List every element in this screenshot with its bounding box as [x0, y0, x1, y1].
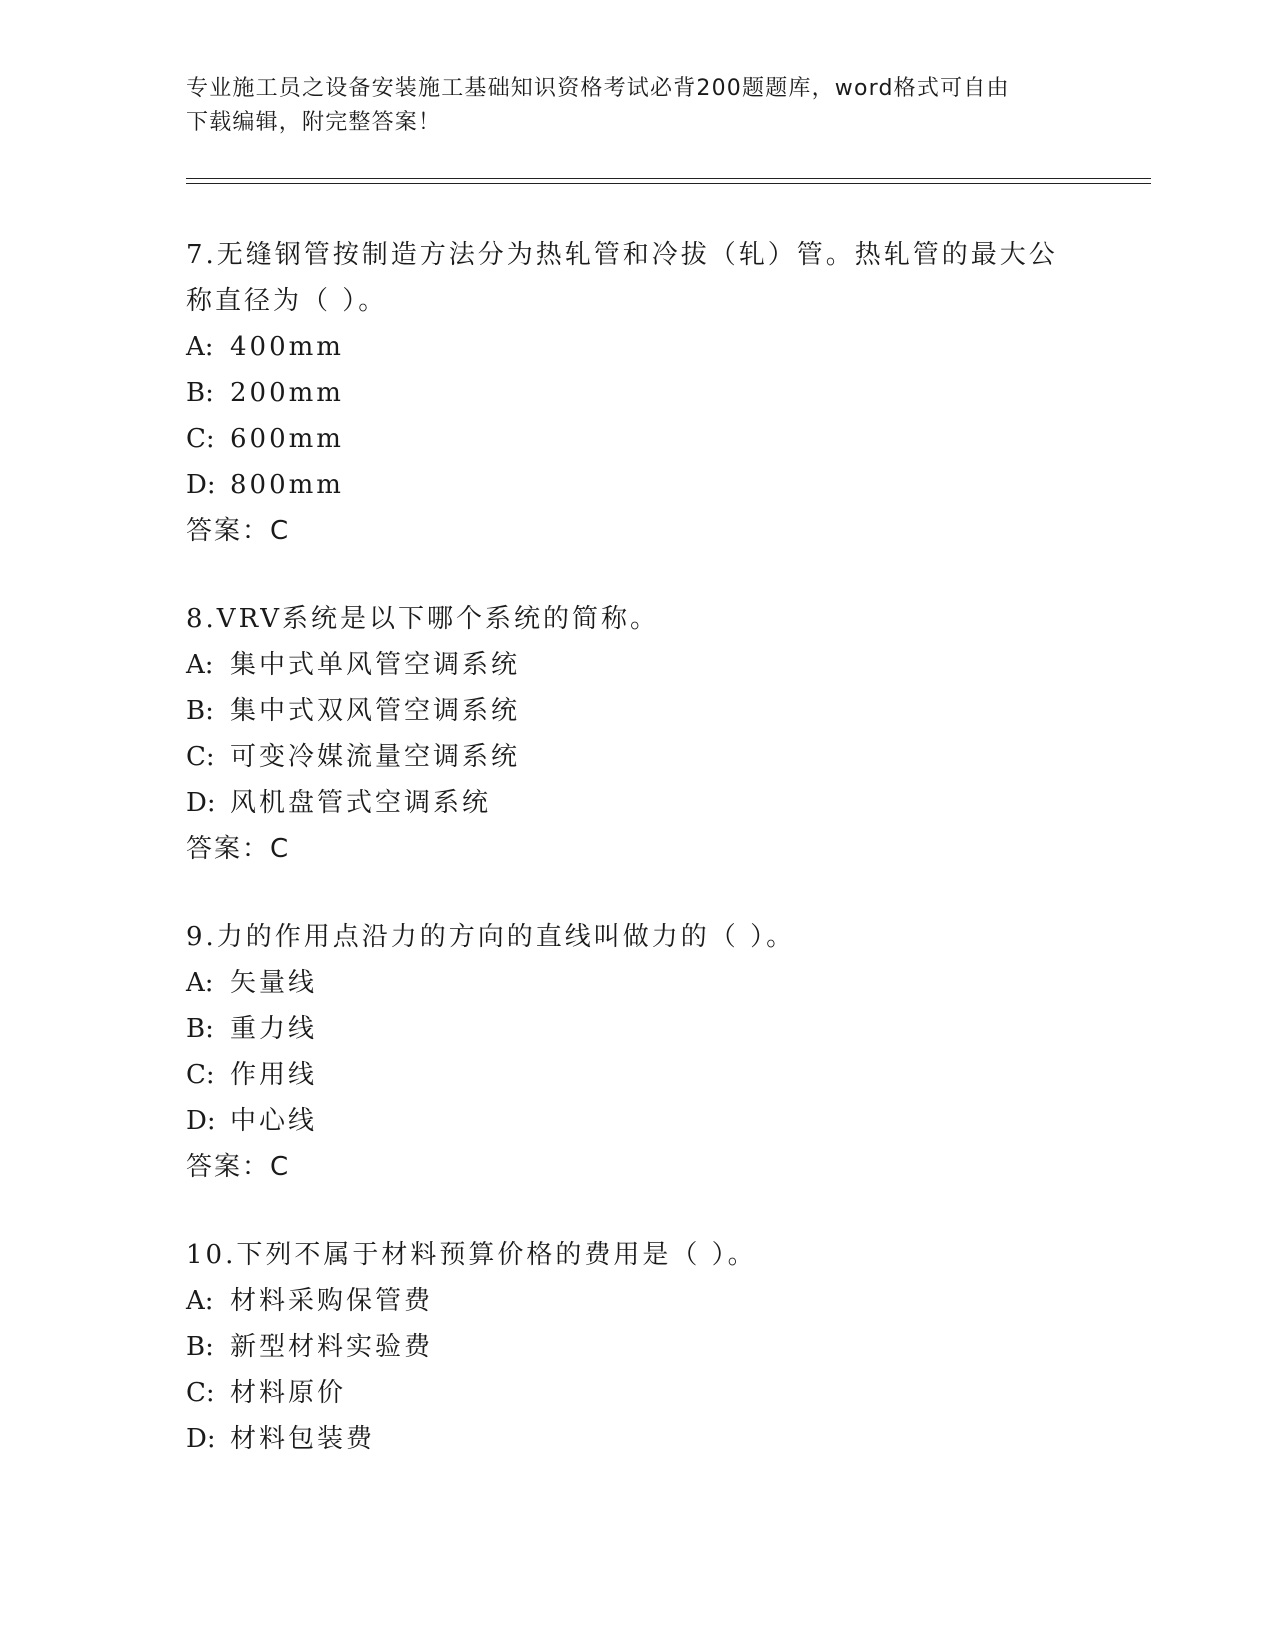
option-letter: A: [186, 650, 214, 680]
answer-line: 答案：C [186, 834, 291, 864]
option-text: 材料原价 [230, 1378, 347, 1408]
option-d [186, 780, 1066, 826]
option-letter: D: [186, 1106, 216, 1136]
question-stem-line-2: 称直径为（ ）。 [186, 286, 388, 316]
option-letter: D: [186, 1424, 216, 1454]
option-text: 风机盘管式空调系统 [230, 788, 492, 818]
question-9 [186, 914, 1066, 1190]
option-c [186, 1052, 1066, 1098]
option-d [186, 1098, 1066, 1144]
option-letter: B: [186, 1332, 214, 1362]
question-7 [186, 232, 1066, 554]
option-b [186, 370, 1066, 416]
option-text: 材料包装费 [230, 1424, 376, 1454]
option-c [186, 1370, 1066, 1416]
option-letter: C: [186, 424, 215, 454]
header-line-1: 专业施工员之设备安装施工基础知识资格考试必背200题题库，word格式可自由 [186, 76, 1010, 101]
option-a [186, 960, 1066, 1006]
header-divider-top [186, 178, 1151, 179]
option-letter: A: [186, 1286, 214, 1316]
option-text: 重力线 [230, 1014, 318, 1044]
question-stem-line-1: 9.力的作用点沿力的方向的直线叫做力的（ ）。 [186, 922, 796, 952]
option-text: 作用线 [230, 1060, 318, 1090]
option-text: 集中式单风管空调系统 [230, 650, 521, 680]
option-letter: A: [186, 332, 214, 362]
question-stem-line-1: 7.无缝钢管按制造方法分为热轧管和冷拔（轧）管。热轧管的最大公 [186, 240, 1058, 270]
option-text: 400mm [230, 332, 344, 362]
question-stem-line-1: 10.下列不属于材料预算价格的费用是（ ）。 [186, 1240, 757, 1270]
option-text: 200mm [230, 378, 344, 408]
option-text: 可变冷媒流量空调系统 [230, 742, 521, 772]
option-text: 新型材料实验费 [230, 1332, 434, 1362]
answer-line: 答案：C [186, 1152, 291, 1182]
option-letter: B: [186, 378, 214, 408]
option-text: 矢量线 [230, 968, 318, 998]
option-text: 中心线 [230, 1106, 318, 1136]
question-10 [186, 1232, 1066, 1462]
option-letter: D: [186, 470, 216, 500]
option-a [186, 642, 1066, 688]
option-letter: B: [186, 696, 214, 726]
option-d [186, 462, 1066, 508]
option-d [186, 1416, 1066, 1462]
header-divider-bottom [186, 183, 1151, 184]
option-text: 集中式双风管空调系统 [230, 696, 521, 726]
option-text: 600mm [230, 424, 344, 454]
option-letter: C: [186, 742, 215, 772]
question-stem-line-1: 8.VRV系统是以下哪个系统的简称。 [186, 604, 660, 634]
option-b [186, 688, 1066, 734]
option-a [186, 1278, 1066, 1324]
option-letter: C: [186, 1378, 215, 1408]
option-b [186, 1324, 1066, 1370]
option-text: 材料采购保管费 [230, 1286, 434, 1316]
header-line-2: 下载编辑，附完整答案！ [186, 110, 442, 135]
option-letter: B: [186, 1014, 214, 1044]
option-c [186, 416, 1066, 462]
document-header [186, 72, 1066, 140]
option-letter: A: [186, 968, 214, 998]
option-a [186, 324, 1066, 370]
question-8 [186, 596, 1066, 872]
answer-line: 答案：C [186, 516, 291, 546]
option-letter: C: [186, 1060, 215, 1090]
option-c [186, 734, 1066, 780]
option-letter: D: [186, 788, 216, 818]
option-b [186, 1006, 1066, 1052]
option-text: 800mm [230, 470, 344, 500]
